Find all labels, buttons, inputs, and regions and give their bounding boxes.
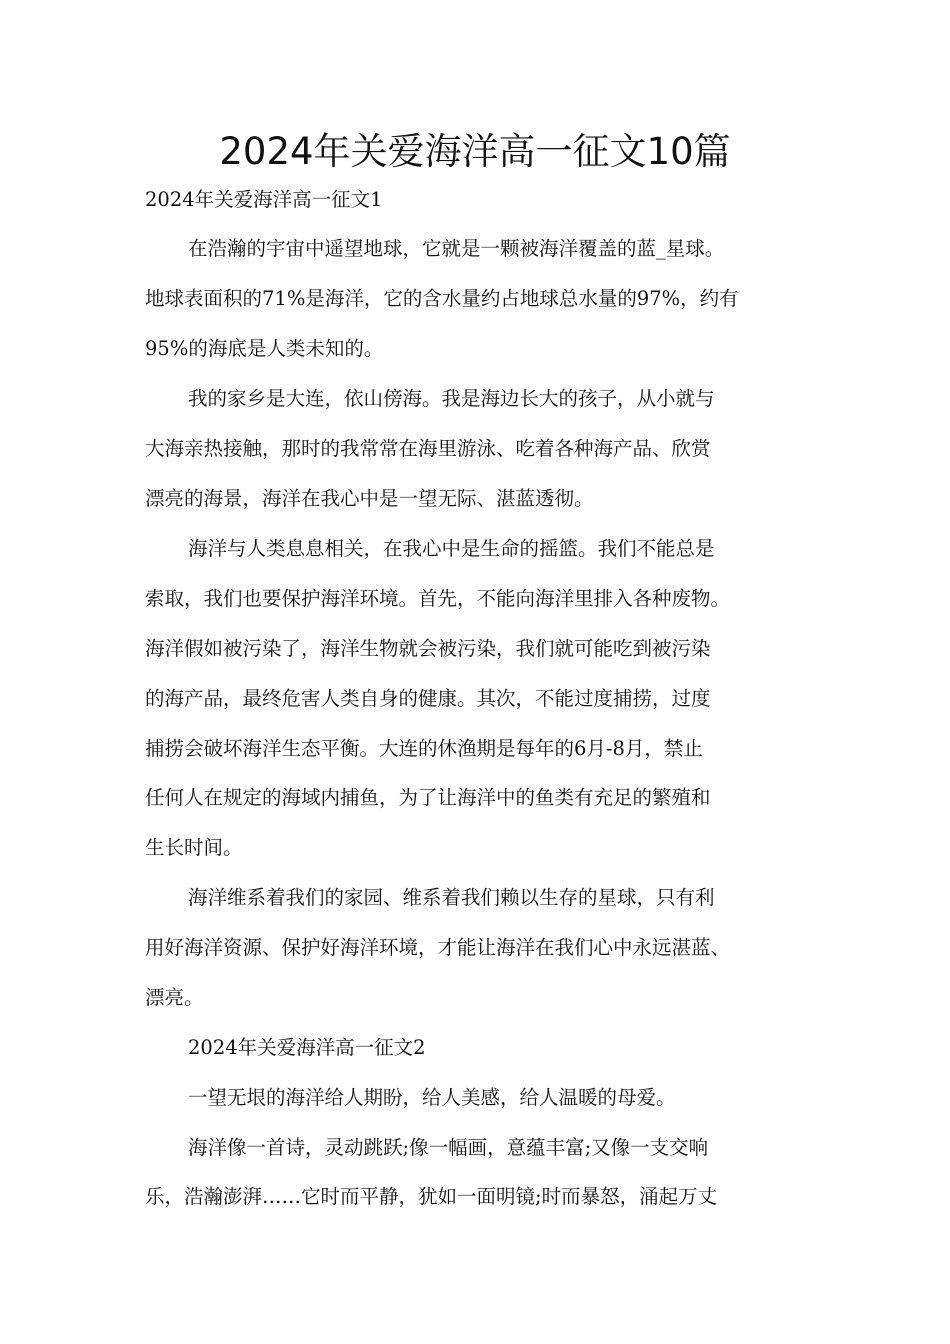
text-line: 海洋与人类息息相关，在我心中是生命的摇篮。我们不能总是 xyxy=(188,537,715,560)
text-line: 地球表面积的71%是海洋，它的含水量约占地球总水量的97%，约有 xyxy=(145,287,739,310)
text-line: 的海产品，最终危害人类自身的健康。其次，不能过度捕捞，过度 xyxy=(145,687,711,710)
text-line: 捕捞会破坏海洋生态平衡。大连的休渔期是每年的6月-8月，禁止 xyxy=(145,737,703,760)
text-line: 海洋假如被污染了，海洋生物就会被污染，我们就可能吃到被污染 xyxy=(145,637,711,660)
text-line: 任何人在规定的海域内捕鱼，为了让海洋中的鱼类有充足的繁殖和 xyxy=(145,786,711,809)
text-line: 海洋像一首诗，灵动跳跃;像一幅画，意蕴丰富;又像一支交响 xyxy=(188,1136,709,1159)
section-heading-1: 2024年关爱海洋高一征文1 xyxy=(145,188,383,211)
text-line: 索取，我们也要保护海洋环境。首先，不能向海洋里排入各种废物。 xyxy=(145,587,731,610)
text-line: 漂亮。 xyxy=(145,986,204,1009)
text-line: 在浩瀚的宇宙中遥望地球，它就是一颗被海洋覆盖的蓝_星球。 xyxy=(188,237,725,260)
text-line: 95%的海底是人类未知的。 xyxy=(145,337,384,360)
text-line: 我的家乡是大连，依山傍海。我是海边长大的孩子，从小就与 xyxy=(188,387,715,410)
text-line: 漂亮的海景，海洋在我心中是一望无际、湛蓝透彻。 xyxy=(145,487,594,510)
text-line: 用好海洋资源、保护好海洋环境，才能让海洋在我们心中永远湛蓝、 xyxy=(145,936,731,959)
document-title: 2024年关爱海洋高一征文10篇 xyxy=(219,130,731,173)
text-line: 大海亲热接触，那时的我常常在海里游泳、吃着各种海产品、欣赏 xyxy=(145,437,711,460)
text-line: 一望无垠的海洋给人期盼，给人美感，给人温暖的母爱。 xyxy=(188,1086,676,1109)
text-line: 海洋维系着我们的家园、维系着我们赖以生存的星球，只有利 xyxy=(188,886,715,909)
text-line: 乐，浩瀚澎湃……它时而平静，犹如一面明镜;时而暴怒，涌起万丈 xyxy=(145,1185,718,1208)
text-line: 生长时间。 xyxy=(145,836,243,859)
section-heading-2: 2024年关爱海洋高一征文2 xyxy=(188,1036,426,1059)
